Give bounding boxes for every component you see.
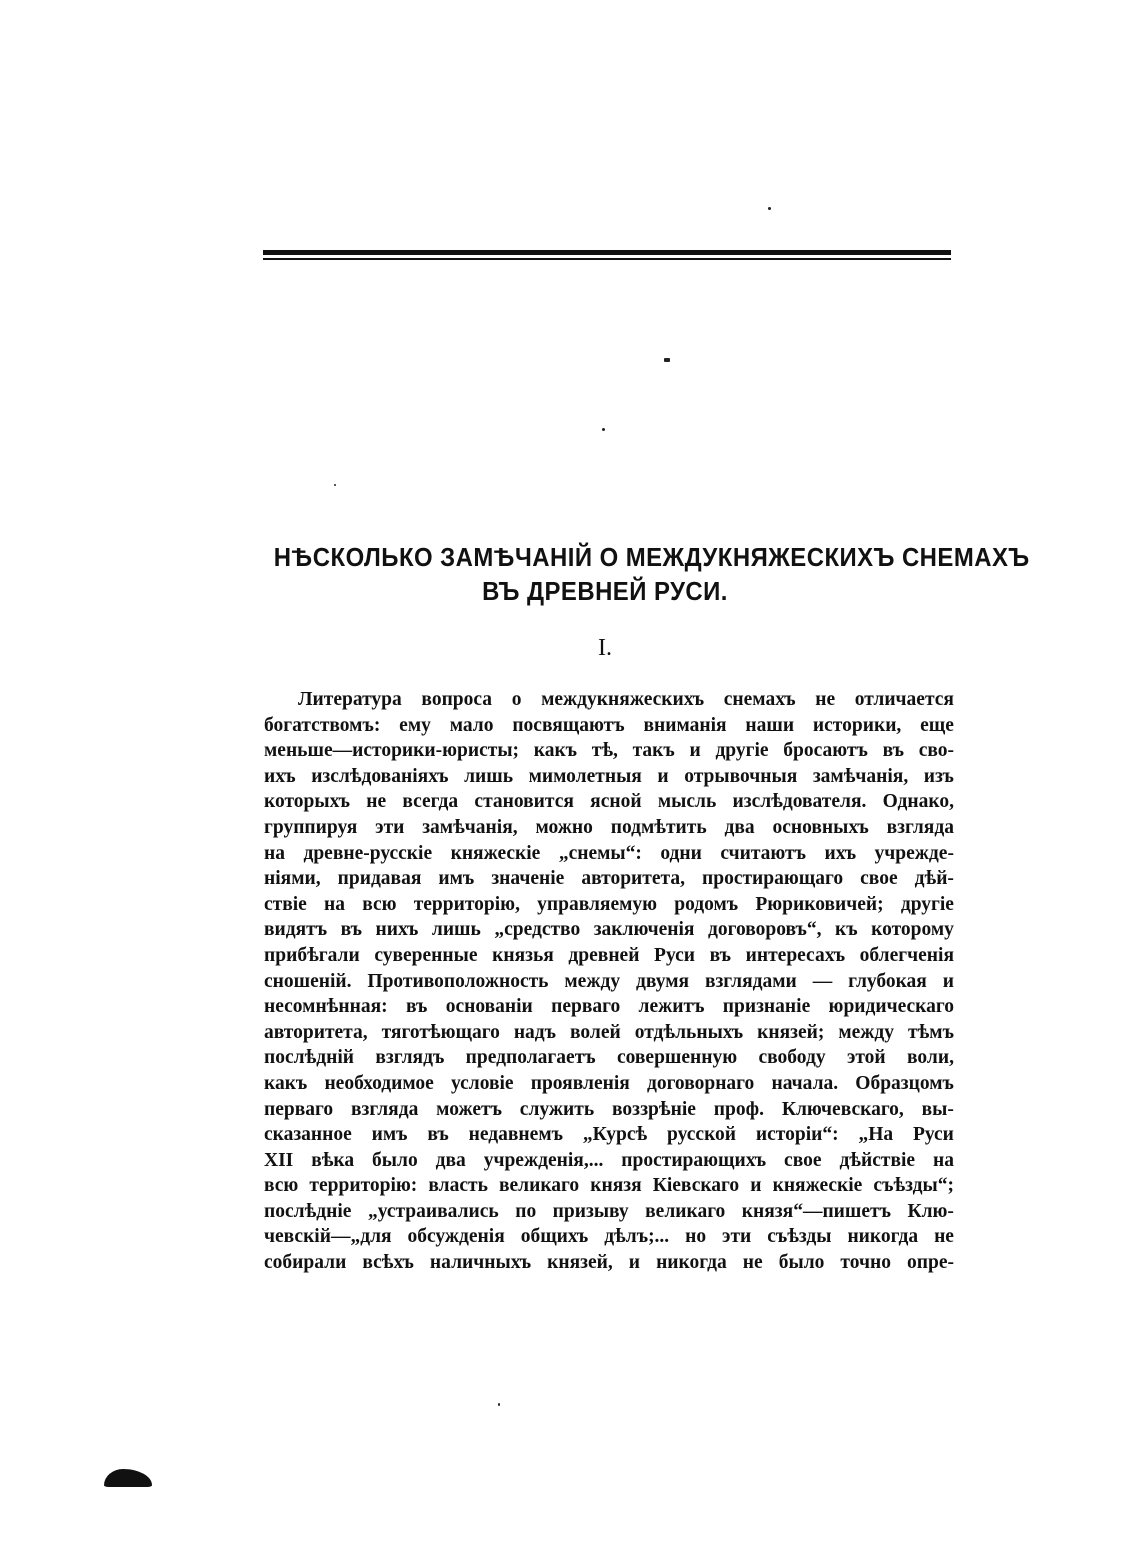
body-line: сказанное имъ въ недавнемъ „Курсѣ русской исторіи“: „На Руси xyxy=(264,1124,954,1146)
title-line-2: ВЪ ДРЕВНЕЙ РУСИ. xyxy=(482,576,728,606)
body-line: всю территорію: власть великаго князя Кіевскаго и княжескіе съѣзды“; xyxy=(264,1175,954,1197)
body-line: видятъ въ нихъ лишь „средство заключенія договоровъ“, къ которому xyxy=(264,919,954,941)
scan-speck xyxy=(334,484,336,486)
scan-speck xyxy=(768,207,771,210)
body-line: на древне-русскіе княжескіе „снемы“: одни считаютъ ихъ учрежде- xyxy=(264,842,954,864)
body-line: XII вѣка было два учрежденія,... простирающихъ свое дѣйствіе на xyxy=(264,1149,954,1171)
body-line: меньше—историки-юристы; какъ тѣ, такъ и другіе бросаютъ въ сво- xyxy=(264,740,954,762)
body-line: которыхъ не всегда становится ясной мысль изслѣдователя. Однако, xyxy=(264,791,954,813)
body-line: несомнѣнная: въ основаніи перваго лежитъ признаніе юридическаго xyxy=(264,996,954,1018)
body-line: ніями, придавая имъ значеніе авторитета, простирающаго свое дѣй- xyxy=(264,868,954,890)
body-line: ствіе на всю территорію, управляемую родомъ Рюриковичей; другіе xyxy=(264,893,954,915)
body-line: перваго взгляда можетъ служить воззрѣніе проф. Ключевскаго, вы- xyxy=(264,1098,954,1120)
body-line: чевскій—„для обсужденія общихъ дѣлъ;... но эти съѣзды никогда не xyxy=(264,1226,954,1248)
body-text xyxy=(264,687,954,1276)
body-line: послѣдніе „устраивались по призыву великаго князя“—пишетъ Клю- xyxy=(264,1200,954,1222)
scan-speck xyxy=(498,1403,500,1406)
scan-blot xyxy=(104,1469,152,1487)
scan-speck xyxy=(602,428,605,431)
body-line: прибѣгали суверенные князья древней Руси въ интересахъ облегченія xyxy=(264,944,954,966)
body-line: ихъ изслѣдованіяхъ лишь мимолетныя и отрывочныя замѣчанія, изъ xyxy=(264,765,954,787)
body-line: богатствомъ: ему мало посвящаютъ вниманія наши историки, еще xyxy=(264,714,954,736)
body-line: сношеній. Противоположность между двумя взглядами — глубокая и xyxy=(264,970,954,992)
title-line-1: НѢСКОЛЬКО ЗАМѢЧАНІЙ О МЕЖДУКНЯЖЕСКИХЪ СНЕМАХЪ xyxy=(273,542,1030,572)
body-line: собирали всѣхъ наличныхъ князей, и никогда не было точно опре- xyxy=(264,1252,954,1274)
body-line: какъ необходимое условіе проявленія договорнаго начала. Образцомъ xyxy=(264,1072,954,1094)
section-number: I. xyxy=(598,635,612,661)
body-line: Литература вопроса о междукняжескихъ снемахъ не отличается xyxy=(298,689,954,710)
body-line: группируя эти замѣчанія, можно подмѣтить два основныхъ взгляда xyxy=(264,816,954,838)
scan-speck xyxy=(664,358,670,362)
header-rule-thin xyxy=(263,258,951,260)
header-rule-thick xyxy=(263,250,951,255)
article-title xyxy=(273,540,1030,608)
body-line: авторитета, тяготѣющаго надъ волей отдѣльныхъ князей; между тѣмъ xyxy=(264,1021,954,1043)
body-line: послѣдній взглядъ предполагаетъ совершенную свободу этой воли, xyxy=(264,1047,954,1069)
